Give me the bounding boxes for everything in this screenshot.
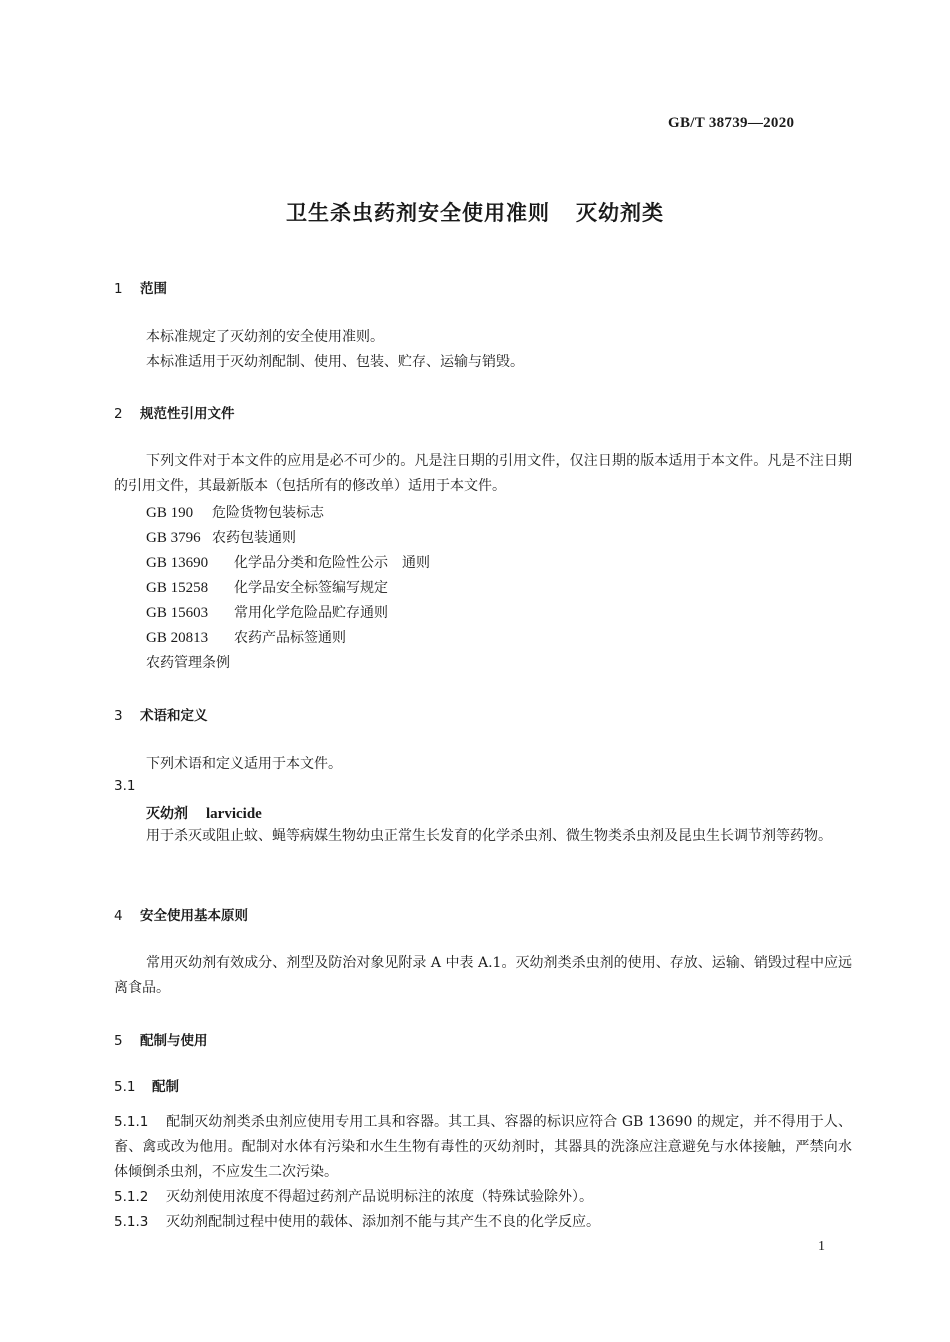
reference-code: GB 15603 <box>146 605 209 621</box>
section-title: 配制与使用 <box>140 1033 208 1049</box>
section-number: 4 <box>114 908 123 924</box>
clause <box>114 1185 852 1210</box>
clause-text: 灭幼剂使用浓度不得超过药剂产品说明标注的浓度（特殊试验除外）。 <box>166 1189 593 1205</box>
term-english: larvicide <box>206 806 262 822</box>
reference-title: 化学品安全标签编写规定 <box>234 580 388 596</box>
title-sub: 灭幼剂类 <box>576 201 664 225</box>
clause-text: 配制灭幼剂类杀虫剂应使用专用工具和容器。其工具、容器的标识应符合 GB 13690 的规定，并不得用于人、畜、禽或改为他用。配制对水体有污染和水生生物有毒性的灭幼剂时，其器具的洗涤应注意避免与水体接触，严禁向水体倾倒杀虫剂，不应发生二次污染。 <box>114 1114 852 1180</box>
clause <box>114 1110 852 1185</box>
section-title: 安全使用基本原则 <box>140 908 248 924</box>
section-number: 5 <box>114 1033 123 1049</box>
reference-code: GB 3796 <box>146 530 201 546</box>
reference-item <box>146 552 430 572</box>
section-title: 范围 <box>140 281 167 297</box>
clause <box>114 1210 852 1235</box>
title-main: 卫生杀虫药剂安全使用准则 <box>286 201 550 225</box>
section-4-paragraph: 常用灭幼剂有效成分、剂型及防治对象见附录 A 中表 A.1。灭幼剂类杀虫剂的使用、存放、运输、销毁过程中应远离食品。 <box>114 955 852 996</box>
reference-title: 危险货物包装标志 <box>212 505 324 521</box>
clause-number: 5.1.2 <box>114 1189 149 1205</box>
document-title <box>0 197 950 227</box>
term-number: 3.1 <box>114 778 136 794</box>
section-number: 1 <box>114 281 123 297</box>
page-number: 1 <box>818 1239 825 1254</box>
section-3-heading <box>114 704 208 724</box>
subsection-number: 5.1 <box>114 1079 136 1095</box>
reference-code: GB 20813 <box>146 630 209 646</box>
reference-item <box>146 577 388 597</box>
section-title: 术语和定义 <box>140 708 208 724</box>
reference-item: 农药管理条例 <box>146 655 230 671</box>
reference-item <box>146 502 324 522</box>
reference-item <box>146 527 296 547</box>
standard-code: GB/T 38739—2020 <box>668 115 795 131</box>
section-4-heading <box>114 904 248 924</box>
reference-title: 农药产品标签通则 <box>234 630 346 646</box>
clause-number: 5.1.3 <box>114 1214 149 1230</box>
section-2-intro: 下列文件对于本文件的应用是必不可少的。凡是注日期的引用文件，仅注日期的版本适用于本文件。凡是不注日期的引用文件，其最新版本（包括所有的修改单）适用于本文件。 <box>114 453 852 494</box>
reference-code: GB 190 <box>146 505 194 521</box>
section-1-paragraph: 本标准规定了灭幼剂的安全使用准则。 <box>146 329 384 345</box>
section-2-heading <box>114 402 235 422</box>
clause-number: 5.1.1 <box>114 1114 149 1130</box>
section-5-heading <box>114 1029 208 1049</box>
clause-text: 灭幼剂配制过程中使用的载体、添加剂不能与其产生不良的化学反应。 <box>166 1214 600 1230</box>
section-title: 规范性引用文件 <box>140 406 235 422</box>
subsection-5-1-heading <box>114 1075 179 1095</box>
reference-code: GB 13690 <box>146 555 209 571</box>
subsection-title: 配制 <box>152 1079 179 1095</box>
section-number: 2 <box>114 406 123 422</box>
reference-title: 化学品分类和危险性公示 通则 <box>234 555 430 571</box>
term-entry <box>146 803 262 823</box>
reference-code: GB 15258 <box>146 580 209 596</box>
reference-title: 常用化学危险品贮存通则 <box>234 605 388 621</box>
reference-item <box>146 602 388 622</box>
section-3-intro: 下列术语和定义适用于本文件。 <box>146 756 342 772</box>
section-1-heading <box>114 277 167 297</box>
reference-item <box>146 627 346 647</box>
term-definition: 用于杀灭或阻止蚊、蝇等病媒生物幼虫正常生长发育的化学杀虫剂、微生物类杀虫剂及昆虫生长调节剂等药物。 <box>146 828 832 844</box>
reference-title: 农药包装通则 <box>212 530 296 546</box>
section-1-paragraph: 本标准适用于灭幼剂配制、使用、包装、贮存、运输与销毁。 <box>146 354 524 370</box>
term-chinese: 灭幼剂 <box>146 806 188 822</box>
section-number: 3 <box>114 708 123 724</box>
